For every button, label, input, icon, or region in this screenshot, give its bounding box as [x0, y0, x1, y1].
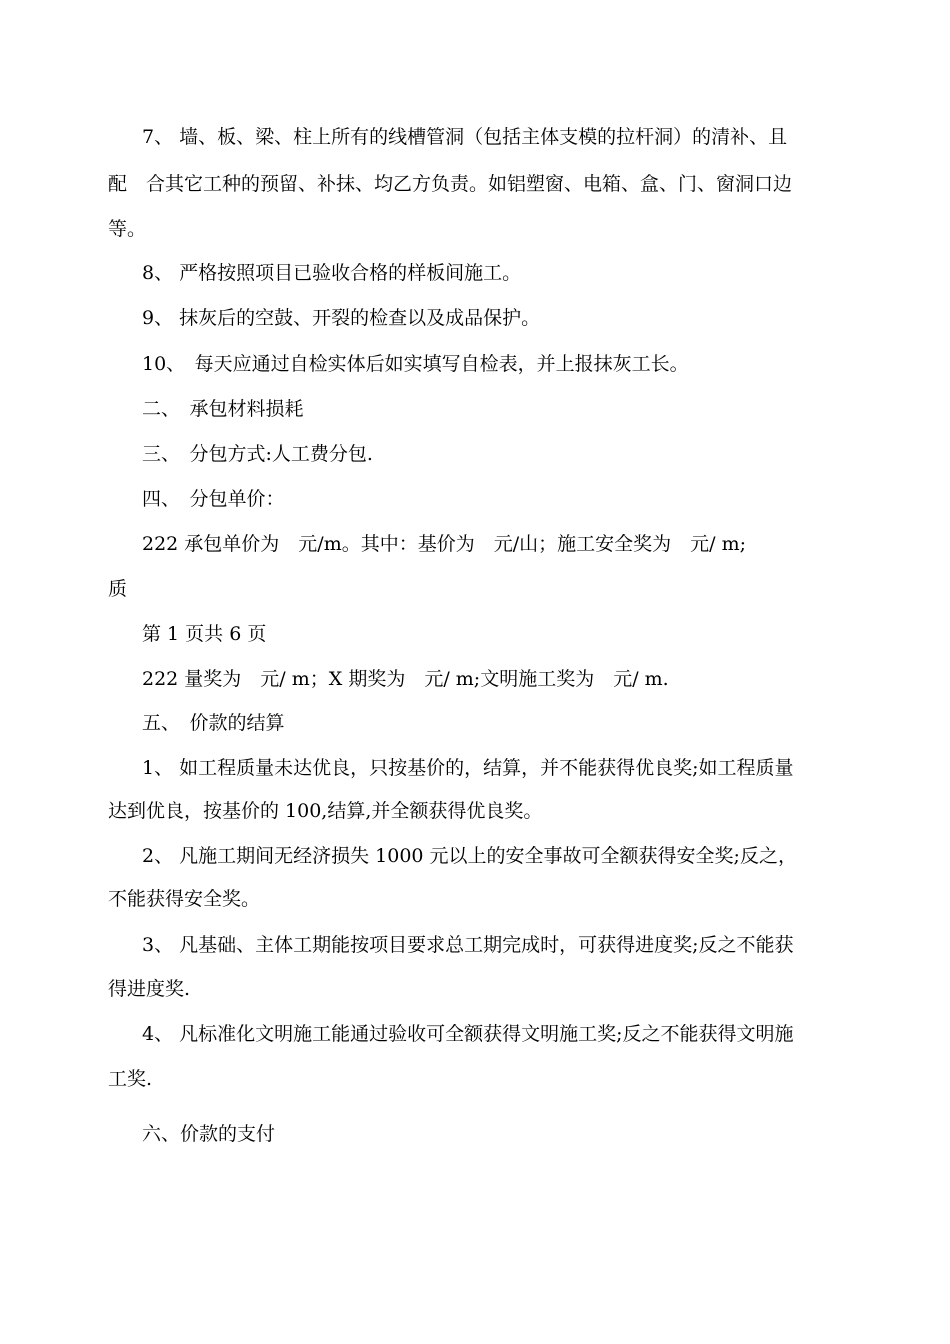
section-heading: 四、 分包单价：	[142, 488, 285, 510]
text-line: 9、 抹灰后的空鼓、开裂的检查以及成品保护。	[142, 307, 541, 329]
text-line: 达到优良，按基价的 100,结算,并全额获得优良奖。	[108, 800, 543, 822]
text-line: 2、 凡施工期间无经济损失 1000 元以上的安全事故可全额获得安全奖;反之，	[142, 845, 797, 867]
text-line: 4、 凡标准化文明施工能通过验收可全额获得文明施工奖;反之不能获得文明施	[142, 1023, 794, 1045]
text-line: 222 量奖为 元/ m；X 期奖为 元/ m;文明施工奖为 元/ m.	[142, 668, 669, 690]
section-heading: 二、 承包材料损耗	[142, 398, 304, 420]
section-heading: 三、 分包方式:人工费分包.	[142, 443, 373, 465]
text-line: 配 合其它工种的预留、补抹、均乙方负责。如铝塑窗、电箱、盒、门、窗洞口边	[108, 173, 793, 195]
text-line: 10、 每天应通过自检实体后如实填写自检表，并上报抹灰工长。	[142, 353, 689, 375]
text-line: 222 承包单价为 元/m。其中：基价为 元/山；施工安全奖为 元/ m;	[142, 533, 746, 555]
text-line: 7、 墙、板、梁、柱上所有的线槽管洞（包括主体支模的拉杆洞）的清补、且	[142, 126, 788, 148]
text-line: 不能获得安全奖。	[108, 888, 261, 910]
section-heading: 五、 价款的结算	[142, 712, 285, 734]
text-line: 得进度奖.	[108, 978, 191, 1000]
text-line: 质	[108, 578, 128, 600]
section-heading: 六、价款的支付	[142, 1123, 276, 1145]
text-line: 等。	[108, 218, 147, 240]
text-line: 1、 如工程质量未达优良，只按基价的，结算，并不能获得优良奖;如工程质量	[142, 757, 794, 779]
page-number: 第 1 页共 6 页	[142, 623, 267, 645]
text-line: 3、 凡基础、主体工期能按项目要求总工期完成时，可获得进度奖;反之不能获	[142, 934, 794, 956]
text-line: 8、 严格按照项目已验收合格的样板间施工。	[142, 262, 522, 284]
text-line: 工奖.	[108, 1068, 153, 1090]
